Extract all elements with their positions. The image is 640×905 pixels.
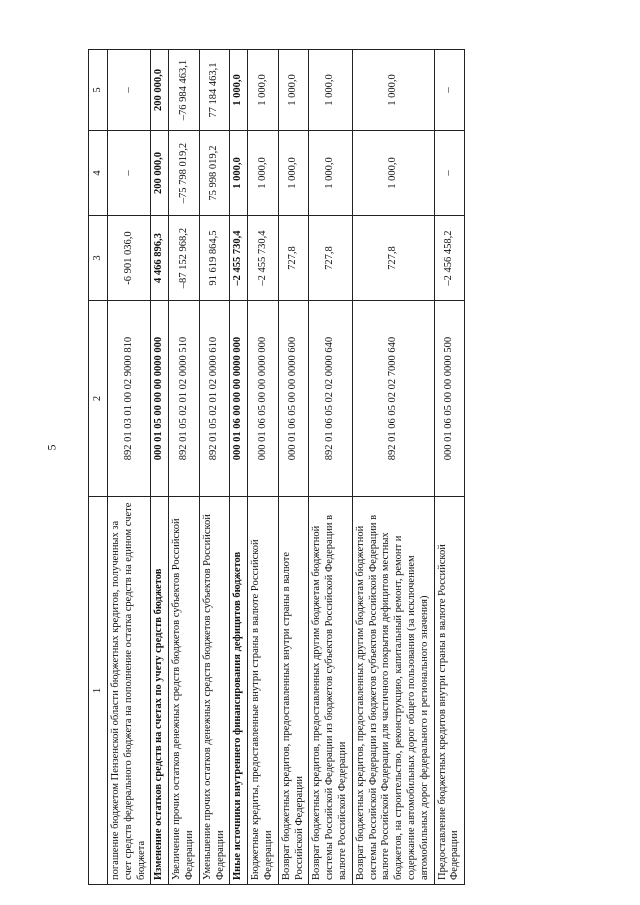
header-row — [89, 50, 108, 885]
table-row — [352, 50, 434, 885]
row-value-col4-cell: 75 998 019,2 — [199, 131, 230, 216]
row-value-col3-cell: 91 619 864,5 — [199, 216, 230, 301]
row-code-cell: 000 01 05 00 00 00 0000 000 — [151, 301, 169, 497]
column-header-4: 4 — [89, 131, 108, 216]
row-value-col5-cell: – — [434, 50, 465, 131]
row-code-cell: 000 01 06 05 00 00 0000 000 — [248, 301, 279, 497]
row-code-cell: 000 01 06 00 00 00 0000 000 — [230, 301, 248, 497]
page-number: 5 — [44, 444, 59, 451]
column-header-5: 5 — [89, 50, 108, 131]
row-value-col5-cell: 1 000,0 — [309, 50, 352, 131]
row-value-col4-cell: 1 000,0 — [248, 131, 279, 216]
row-value-col4-cell: 1 000,0 — [352, 131, 434, 216]
row-value-col4-cell: 1 000,0 — [309, 131, 352, 216]
table-body — [108, 50, 465, 885]
row-name-cell: Уменьшение прочих остатков денежных средств бюджетов субъектов Российской Федерации — [199, 497, 230, 885]
table-row — [309, 50, 352, 885]
row-name-cell: Изменение остатков средств на счетах по учету средств бюджетов — [151, 497, 169, 885]
row-value-col4-cell: 1 000,0 — [278, 131, 309, 216]
row-name-cell: Увеличение прочих остатков денежных средств бюджетов субъектов Российской Федерации — [169, 497, 200, 885]
row-value-col3-cell: 727,8 — [278, 216, 309, 301]
row-code-cell: 892 01 03 01 00 02 9000 810 — [108, 301, 151, 497]
row-value-col3-cell: –87 152 968,2 — [169, 216, 200, 301]
row-value-col4-cell: – — [434, 131, 465, 216]
row-code-cell: 000 01 06 05 00 00 0000 500 — [434, 301, 465, 497]
row-name-cell: Возврат бюджетных кредитов, предоставленных внутри страны в валюте Российской Федерации — [278, 497, 309, 885]
table-row — [230, 50, 248, 885]
table-row — [199, 50, 230, 885]
row-value-col3-cell: –2 456 458,2 — [434, 216, 465, 301]
table-row — [108, 50, 151, 885]
table-row — [434, 50, 465, 885]
table-row — [169, 50, 200, 885]
row-name-cell: Иные источники внутреннего финансирования дефицитов бюджетов — [230, 497, 248, 885]
row-value-col4-cell: –75 798 019,2 — [169, 131, 200, 216]
row-name-cell: Возврат бюджетных кредитов, предоставленных другим бюджетам бюджетной системы Российской Федерации из бюджетов субъектов Российской Федерации в валюте Российской Федерации — [309, 497, 352, 885]
row-name-cell: Возврат бюджетных кредитов, предоставленных другим бюджетам бюджетной системы Российской Федерации из бюджетов субъектов Российской Федерации в валюте Российской Федерации для частичного покрытия дефицитов местных бюджетов, на строительство, реконструкцию, капитальный ремонт, ремонт и содержание автомобильных дорог общего пользования (за исключением автомобильных дорог федерального и регионального значения) — [352, 497, 434, 885]
row-value-col3-cell: 727,8 — [309, 216, 352, 301]
row-value-col5-cell: – — [108, 50, 151, 131]
row-value-col4-cell: – — [108, 131, 151, 216]
table-container — [88, 50, 608, 885]
column-header-2: 2 — [89, 301, 108, 497]
row-value-col5-cell: –76 984 463,1 — [169, 50, 200, 131]
financing-sources-table — [88, 49, 465, 885]
row-value-col3-cell: –2 455 730,4 — [248, 216, 279, 301]
row-name-cell: Предоставление бюджетных кредитов внутри страны в валюте Российской Федерации — [434, 497, 465, 885]
row-code-cell: 892 01 06 05 02 02 0000 640 — [309, 301, 352, 497]
row-value-col3-cell: 727,8 — [352, 216, 434, 301]
table-row — [151, 50, 169, 885]
row-value-col3-cell: –2 455 730,4 — [230, 216, 248, 301]
row-value-col5-cell: 1 000,0 — [278, 50, 309, 131]
column-header-3: 3 — [89, 216, 108, 301]
row-name-cell: Бюджетные кредиты, предоставленные внутри страны в валюте Российской Федерации — [248, 497, 279, 885]
row-value-col5-cell: 1 000,0 — [230, 50, 248, 131]
row-name-cell: погашение бюджетом Пензенской области бюджетных кредитов, полученных за счет средств федерального бюджета на пополнение остатка средств на едином счете бюджета — [108, 497, 151, 885]
table-row — [278, 50, 309, 885]
row-value-col5-cell: 200 000,0 — [151, 50, 169, 131]
row-code-cell: 892 01 05 02 01 02 0000 610 — [199, 301, 230, 497]
row-value-col3-cell: -6 901 036,0 — [108, 216, 151, 301]
row-code-cell: 892 01 05 02 01 02 0000 510 — [169, 301, 200, 497]
row-value-col3-cell: 4 466 896,3 — [151, 216, 169, 301]
table-row — [248, 50, 279, 885]
row-value-col4-cell: 200 000,0 — [151, 131, 169, 216]
row-value-col5-cell: 77 184 463,1 — [199, 50, 230, 131]
row-value-col5-cell: 1 000,0 — [352, 50, 434, 131]
column-header-1: 1 — [89, 497, 108, 885]
row-value-col5-cell: 1 000,0 — [248, 50, 279, 131]
row-code-cell: 000 01 06 05 00 00 0000 600 — [278, 301, 309, 497]
row-code-cell: 892 01 06 05 02 02 7000 640 — [352, 301, 434, 497]
row-value-col4-cell: 1 000,0 — [230, 131, 248, 216]
